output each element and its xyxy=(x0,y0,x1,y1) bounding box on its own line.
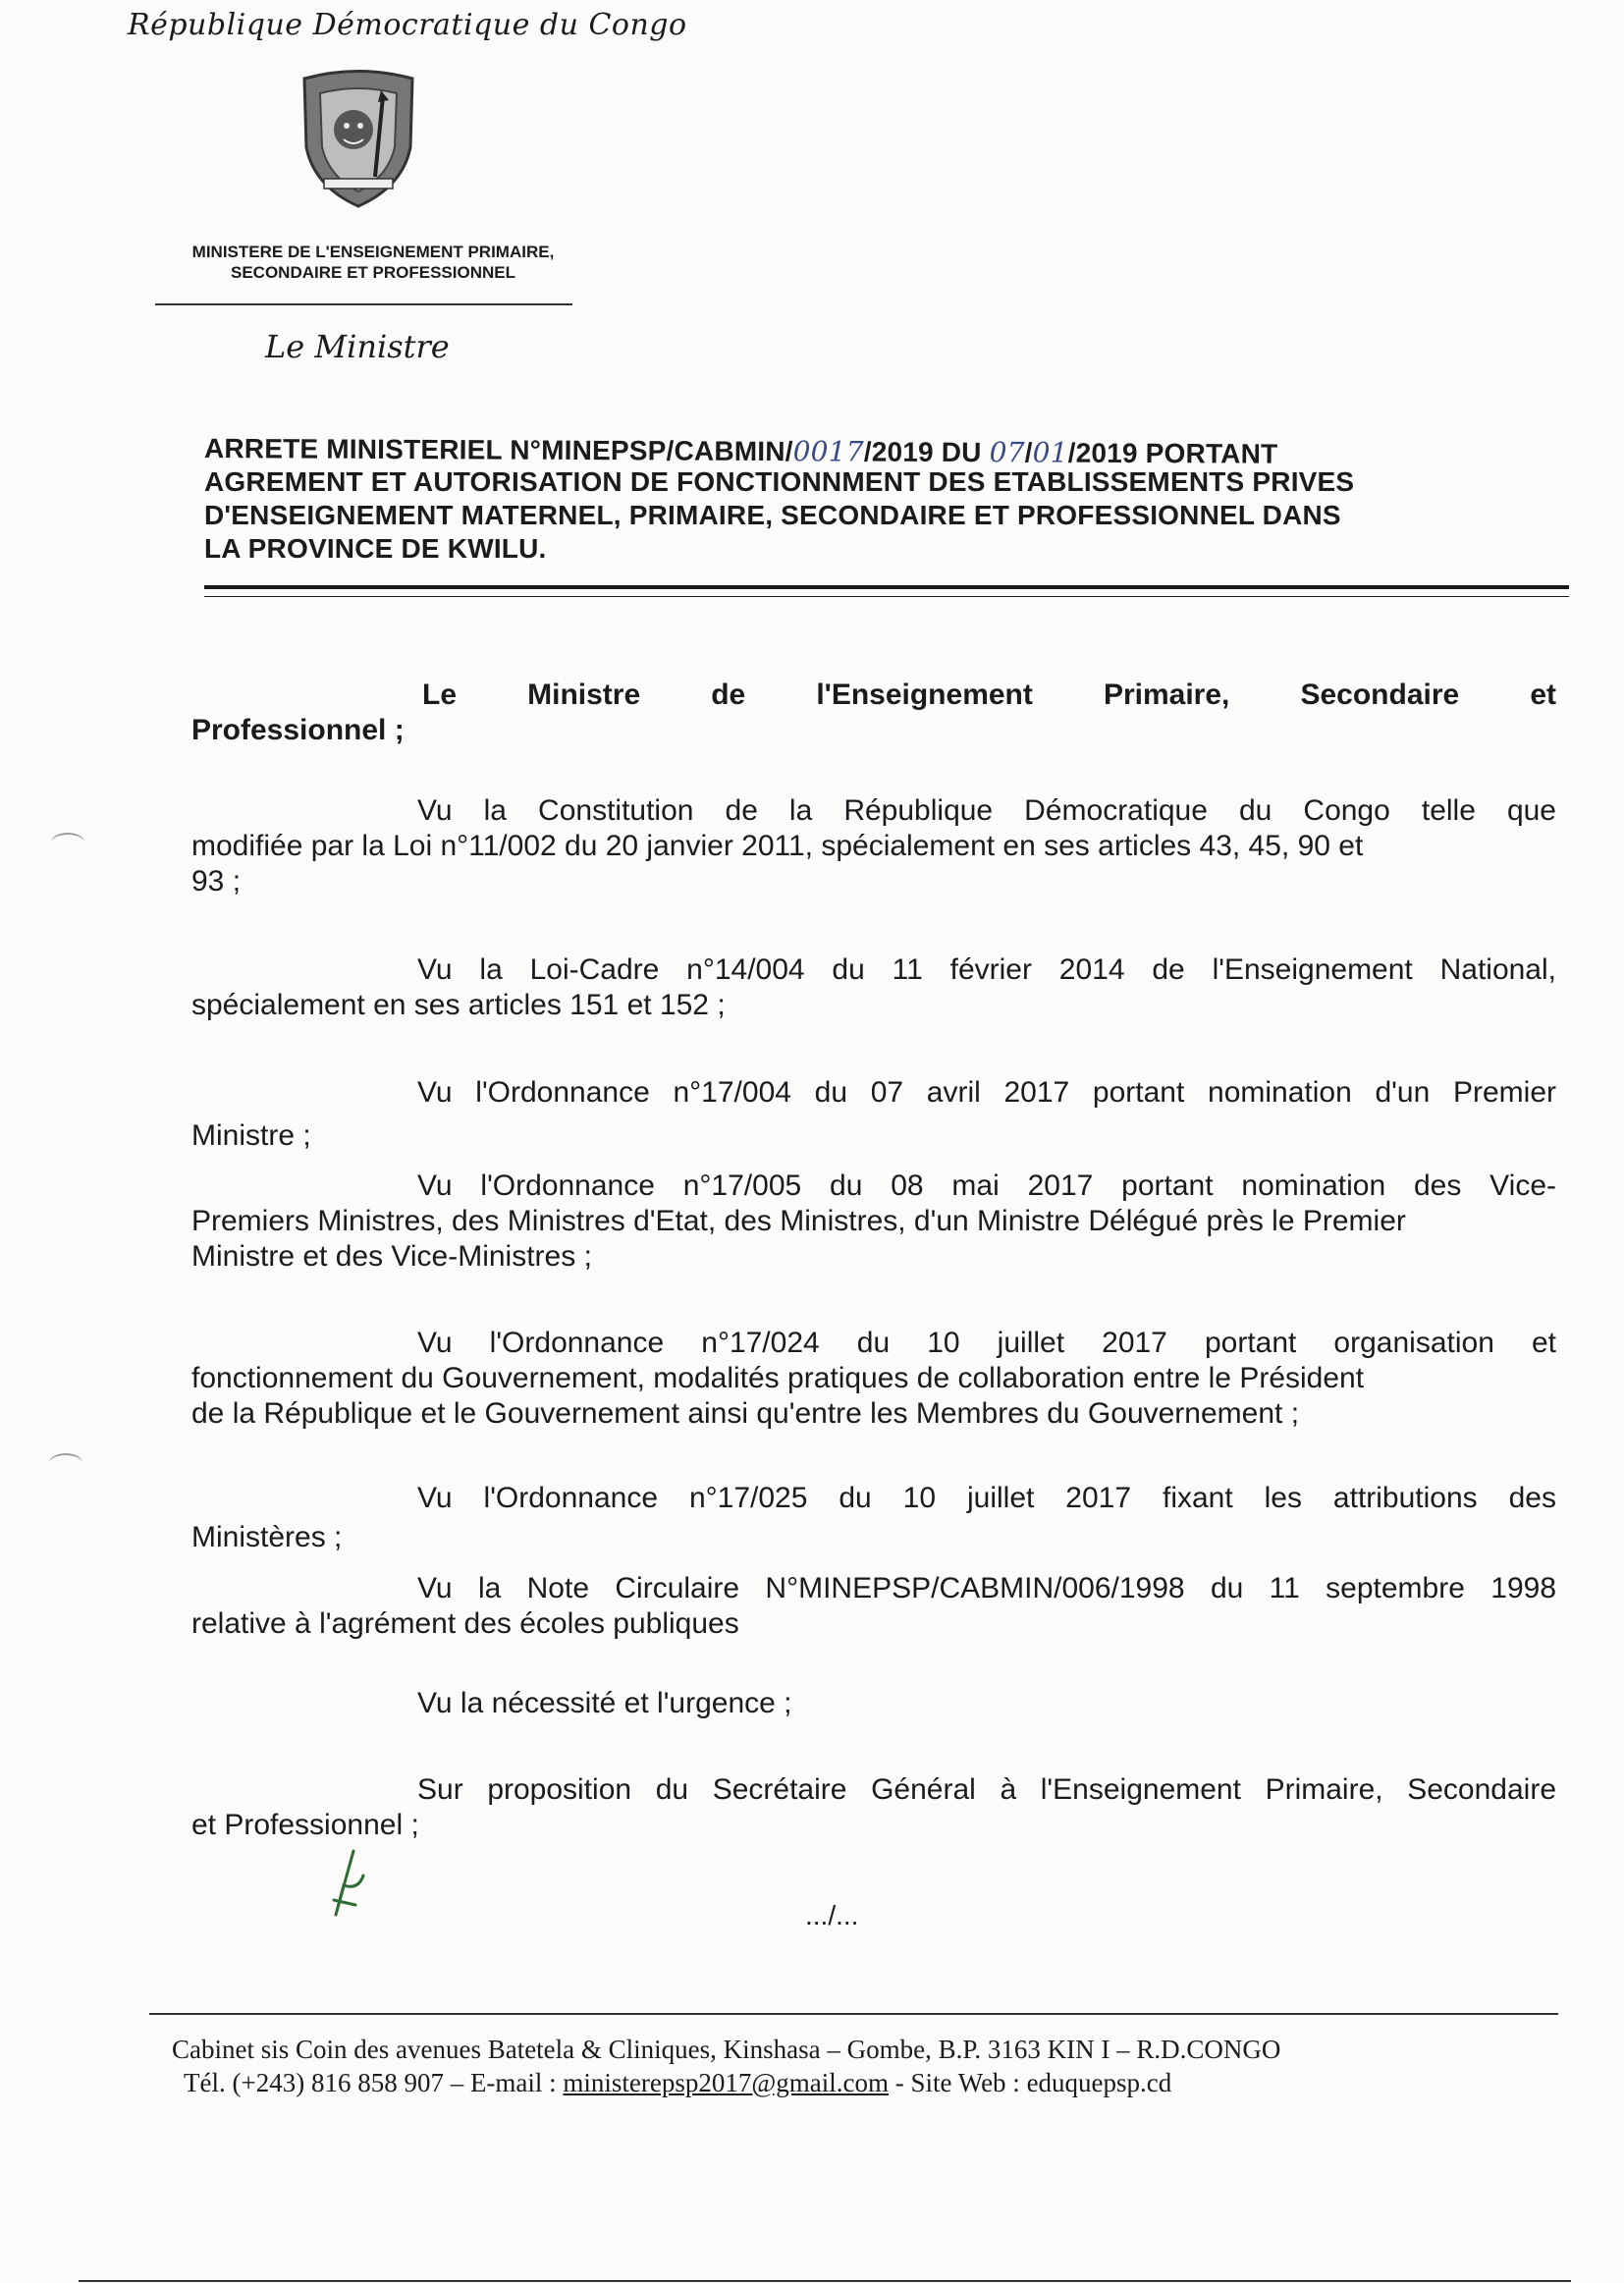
para-line: Vu la Loi-Cadre n°14/004 du 11 février 2014 de l'Enseignement National, xyxy=(417,953,1556,986)
vu-ordonnance-premier-ministre-paragraph xyxy=(191,1075,1556,1154)
footer-address xyxy=(172,2033,1546,2099)
para-line: Premiers Ministres, des Ministres d'Etat, des Ministres, d'un Ministre Délégué près le Premier xyxy=(191,1205,1406,1237)
para-line: Vu l'Ordonnance n°17/025 du 10 juillet 2017 fixant les attributions des xyxy=(417,1482,1556,1514)
vu-note-circulaire-paragraph xyxy=(191,1571,1556,1642)
republic-heading: République Démocratique du Congo xyxy=(128,8,687,42)
email-link[interactable]: ministerepsp2017@gmail.com xyxy=(563,2068,889,2097)
arrete-line-3: D'ENSEIGNEMENT MATERNEL, PRIMAIRE, SECONDAIRE ET PROFESSIONNEL DANS xyxy=(204,500,1341,530)
para-line: Vu l'Ordonnance n°17/004 du 07 avril 2017 portant nomination d'un Premier xyxy=(417,1076,1556,1109)
arrete-ref-mid: /2019 DU xyxy=(863,436,990,468)
arrete-line-4: LA PROVINCE DE KWILU. xyxy=(204,533,547,564)
punch-hole-mark xyxy=(51,833,84,852)
para-line: Vu l'Ordonnance n°17/005 du 08 mai 2017 portant nomination des Vice- xyxy=(417,1169,1556,1202)
para-line: Ministre ; xyxy=(191,1119,311,1152)
para-line: Vu l'Ordonnance n°17/024 du 10 juillet 2017 portant organisation et xyxy=(417,1327,1556,1359)
intro-line-2: Professionnel ; xyxy=(191,714,405,746)
handwritten-number: 0017 xyxy=(792,435,864,468)
arrete-line-2: AGREMENT ET AUTORISATION DE FONCTIONNMENT DES ETABLISSEMENTS PRIVES xyxy=(204,466,1355,497)
vu-ordonnance-attributions-paragraph xyxy=(191,1481,1556,1555)
sur-proposition-paragraph xyxy=(191,1772,1556,1843)
para-line: Vu la nécessité et l'urgence ; xyxy=(417,1687,792,1719)
vu-ordonnance-ministres-paragraph xyxy=(191,1169,1556,1275)
para-line: modifiée par la Loi n°11/002 du 20 janvier 2011, spécialement en ses articles 43, 45, 90 et xyxy=(191,830,1364,862)
intro-paragraph xyxy=(191,678,1556,748)
para-line: Vu la Note Circulaire N°MINEPSP/CABMIN/006/1998 du 11 septembre 1998 xyxy=(417,1572,1556,1604)
handwritten-month: 01 xyxy=(1032,436,1068,469)
vu-constitution-paragraph xyxy=(191,793,1556,899)
initial-signature xyxy=(324,1846,373,1925)
punch-hole-mark xyxy=(49,1453,82,1473)
footer-website: - Site Web : eduquepsp.cd xyxy=(889,2068,1172,2097)
intro-line-1: Le Ministre de l'Enseignement Primaire, Secondaire et xyxy=(422,679,1556,711)
page-bottom-rule xyxy=(79,2280,1571,2282)
arrete-line-1 xyxy=(204,432,1569,472)
para-line: Vu la Constitution de la République Démocratique du Congo telle que xyxy=(417,794,1556,827)
para-line: de la République et le Gouvernement ainsi qu'entre les Membres du Gouvernement ; xyxy=(191,1397,1300,1430)
title-double-rule xyxy=(204,585,1569,597)
vu-loi-cadre-paragraph xyxy=(191,952,1556,1023)
footer-line-1: Cabinet sis Coin des avenues Batetela & Cliniques, Kinshasa – Gombe, B.P. 3163 KIN I – R.D.CONGO xyxy=(172,2035,1281,2064)
vu-ordonnance-organisation-paragraph xyxy=(191,1326,1556,1432)
para-line: spécialement en ses articles 151 et 152 ; xyxy=(191,989,726,1021)
footer-divider xyxy=(149,2013,1558,2015)
para-line: et Professionnel ; xyxy=(191,1809,419,1841)
arrete-ref-prefix: ARRETE MINISTERIEL N°MINEPSP/CABMIN/ xyxy=(203,433,793,467)
para-line: Ministères ; xyxy=(191,1521,343,1553)
header-divider xyxy=(155,303,572,305)
coat-of-arms-emblem xyxy=(285,69,432,216)
footer-line-2 xyxy=(172,2066,1546,2099)
ministry-line-1: MINISTERE DE L'ENSEIGNEMENT PRIMAIRE, xyxy=(191,243,555,261)
continued-marker: .../... xyxy=(805,1900,859,1930)
vu-necessite-paragraph xyxy=(191,1686,1556,1721)
footer-phone: Tél. (+243) 816 858 907 – E-mail : xyxy=(184,2068,564,2097)
para-line: relative à l'agrément des écoles publiques xyxy=(191,1607,739,1640)
para-line: Ministre et des Vice-Ministres ; xyxy=(191,1240,592,1273)
arrete-ref-slash: / xyxy=(1024,437,1033,468)
para-line: 93 ; xyxy=(191,865,242,897)
handwritten-day: 07 xyxy=(989,436,1025,469)
le-ministre-title: Le Ministre xyxy=(265,328,450,365)
ministry-name xyxy=(147,242,599,283)
arrete-title xyxy=(204,432,1569,566)
ministry-line-2: SECONDAIRE ET PROFESSIONNEL xyxy=(231,263,515,282)
para-line: fonctionnement du Gouvernement, modalités pratiques de collaboration entre le Président xyxy=(191,1362,1365,1394)
arrete-ref-suffix: /2019 PORTANT xyxy=(1067,437,1278,469)
para-line: Sur proposition du Secrétaire Général à l'Enseignement Primaire, Secondaire xyxy=(417,1773,1556,1806)
